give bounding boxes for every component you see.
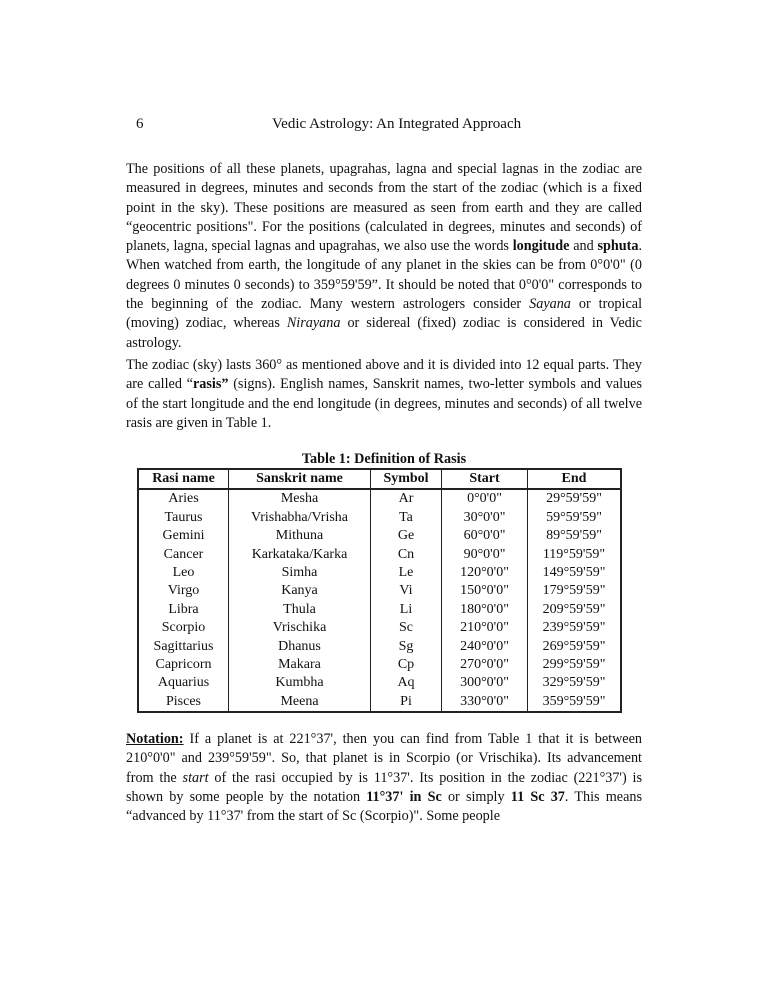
cell: Mithuna <box>229 527 371 545</box>
book-title: Vedic Astrology: An Integrated Approach <box>272 116 522 132</box>
cell: Scorpio <box>138 619 229 637</box>
table-row <box>138 638 621 656</box>
term-nirayana: Nirayana <box>286 315 341 332</box>
cell: Pisces <box>138 693 229 712</box>
page-number: 6 <box>136 116 144 132</box>
cell: Simha <box>229 564 371 582</box>
cell: Karkataka/Karka <box>229 546 371 564</box>
cell: 30°0'0" <box>442 509 528 527</box>
text-run: or simply <box>441 788 511 805</box>
cell: 29°59'59" <box>546 491 602 507</box>
cell: Cp <box>371 656 442 674</box>
text-run: and <box>569 238 598 255</box>
cell: 300°0'0" <box>442 674 528 692</box>
cell: Libra <box>138 601 229 619</box>
cell: 60°0'0" <box>442 527 528 545</box>
cell: 359°59'59" <box>542 693 606 709</box>
term-longitude: longitude <box>512 238 570 255</box>
cell: 330°0'0" <box>442 693 528 712</box>
cell: Virgo <box>138 582 229 600</box>
cell: Gemini <box>138 527 229 545</box>
cell: 150°0'0" <box>442 582 528 600</box>
cell: Cancer <box>138 546 229 564</box>
cell: 209°59'59" <box>542 601 606 617</box>
text-run: . When watched from earth, the longitude of any planet in the skies can be from 0°0'0" (0 degrees 0 minutes 0 seconds) to 359°59'59”. It should be noted that 0°0'0" corresponds to the beginning of the zodiac. Many western astrologers consider <box>126 238 642 313</box>
term-start: start <box>182 769 209 786</box>
cell: Dhanus <box>229 638 371 656</box>
table-row <box>138 656 621 674</box>
text-run: (signs). English names, Sanskrit names, two-letter symbols and values of the start longitude and the end longitude (in degrees, minutes and seconds) of all twelve rasis are given in Table 1. <box>126 376 642 431</box>
term-sayana: Sayana <box>529 296 571 313</box>
text-run: or sidereal (fixed) zodiac is considered in Vedic astrology. <box>126 315 642 351</box>
table-row <box>138 619 621 637</box>
cell: Vi <box>371 582 442 600</box>
cell: 59°59'59" <box>546 509 602 525</box>
running-header <box>126 116 642 136</box>
cell: Aquarius <box>138 674 229 692</box>
cell: 210°0'0" <box>442 619 528 637</box>
notation-label: Notation: <box>126 731 184 747</box>
table-row <box>138 674 621 692</box>
notation-example-1: 11°37' in Sc <box>366 788 442 805</box>
cell: 180°0'0" <box>442 601 528 619</box>
column-header: Rasi name <box>138 469 229 489</box>
cell: Leo <box>138 564 229 582</box>
column-header: Sanskrit name <box>229 469 371 489</box>
text-run: The positions of all these planets, upagrahas, lagna and special lagnas in the zodiac are measured in degrees, minutes and seconds from the start of the zodiac (which is a fixed point in the sky). These positions are measured as seen from earth and they are called “geocentric positions". For the positions (calculated in degrees, minutes and seconds) of planets, lagna, special lagnas and upagrahas, we also use the words <box>126 161 642 255</box>
cell: Aq <box>371 674 442 692</box>
column-header: End <box>528 469 622 489</box>
term-sphuta: sphuta <box>597 238 639 255</box>
cell: Ta <box>371 509 442 527</box>
table-row <box>138 564 621 582</box>
cell: Meena <box>229 693 371 712</box>
table-row <box>138 601 621 619</box>
cell: Makara <box>229 656 371 674</box>
cell: 240°0'0" <box>442 638 528 656</box>
cell: Vrishabha/Vrisha <box>229 509 371 527</box>
text-run: . This means “advanced by 11°37' from the start of Sc (Scorpio)". Some people <box>126 788 642 825</box>
cell: 329°59'59" <box>542 675 606 691</box>
text-run: of the rasi occupied by is 11°37'. Its position in the zodiac (221°37') is shown by some people by the notation <box>126 769 642 805</box>
cell: Ge <box>371 527 442 545</box>
table-row <box>138 527 621 545</box>
table-row <box>138 489 621 508</box>
cell: 299°59'59" <box>542 657 606 673</box>
column-header: Start <box>442 469 528 489</box>
paragraph-notation <box>126 730 642 826</box>
cell: 120°0'0" <box>442 564 528 582</box>
cell: 119°59'59" <box>542 546 606 562</box>
cell: Kanya <box>229 582 371 600</box>
cell: 0°0'0" <box>442 489 528 508</box>
column-header: Symbol <box>371 469 442 489</box>
paragraph-zodiac <box>126 356 642 433</box>
cell: 89°59'59" <box>546 528 602 544</box>
cell: Sagittarius <box>138 638 229 656</box>
term-rasis: rasis” <box>192 376 229 393</box>
cell: Sg <box>371 638 442 656</box>
text-run: or tropical (moving) zodiac, whereas <box>126 296 643 332</box>
cell: Ar <box>371 489 442 508</box>
cell: Mesha <box>229 489 371 508</box>
cell: 179°59'59" <box>542 583 606 599</box>
cell: Kumbha <box>229 674 371 692</box>
table-header-row <box>138 469 621 489</box>
paragraph-positions <box>126 160 642 353</box>
cell: Aries <box>138 489 229 508</box>
rasi-table <box>137 468 622 713</box>
cell: 239°59'59" <box>542 620 606 636</box>
cell: Vrischika <box>229 619 371 637</box>
table-row <box>138 582 621 600</box>
cell: Le <box>371 564 442 582</box>
cell: Capricorn <box>138 656 229 674</box>
cell: Thula <box>229 601 371 619</box>
table-row <box>138 546 621 564</box>
cell: Sc <box>371 619 442 637</box>
table-caption: Table 1: Definition of Rasis <box>301 451 467 467</box>
cell: 149°59'59" <box>542 565 606 581</box>
notation-example-2: 11 Sc 37 <box>510 788 565 805</box>
cell: Li <box>371 601 442 619</box>
cell: 269°59'59" <box>542 638 606 654</box>
cell: Taurus <box>138 509 229 527</box>
cell: 90°0'0" <box>442 546 528 564</box>
cell: 270°0'0" <box>442 656 528 674</box>
cell: Pi <box>371 693 442 712</box>
table-row <box>138 693 621 712</box>
cell: Cn <box>371 546 442 564</box>
text-run: If a planet is at 221°37', then you can find from Table 1 that it is between 210°0'0" and 239°59'59". So, that planet is in Scorpio (or Vrischika). Its advancement from the <box>126 731 642 786</box>
table-row <box>138 509 621 527</box>
text-run: The zodiac (sky) lasts 360° as mentioned above and it is divided into 12 equal parts. They are called “ <box>126 357 642 393</box>
